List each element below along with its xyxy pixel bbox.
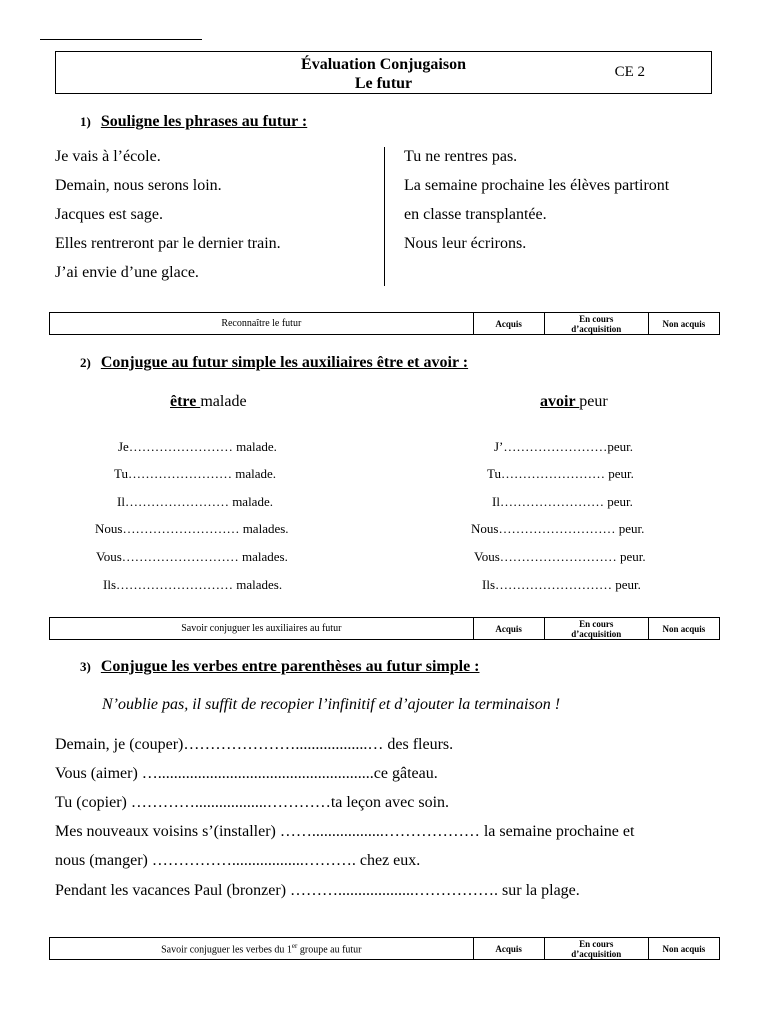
avoir-heading — [540, 393, 608, 411]
section2-number: 2) — [80, 355, 91, 370]
avoir-complement: peur — [579, 393, 608, 410]
grade-label: CE 2 — [614, 64, 645, 80]
section1-heading — [80, 113, 307, 131]
eval-en-cours[interactable] — [544, 313, 648, 335]
etre-line-3[interactable]: Il…………………… malade. — [117, 494, 273, 509]
page-subtitle: Le futur — [354, 75, 413, 92]
eval-non-acquis[interactable]: Non acquis — [648, 313, 719, 335]
section1-title: Souligne les phrases au futur : — [100, 113, 308, 130]
exercise-line-4[interactable]: Mes nouveaux voisins s’(installer) ……..................……………… la semaine prochaine et — [55, 823, 635, 840]
avoir-line-1[interactable]: J’……………………peur. — [494, 439, 634, 454]
section2-title: Conjugue au futur simple les auxiliaires être et avoir : — [100, 354, 469, 371]
sentence-right-3: en classe transplantée. — [404, 206, 547, 223]
exercise-line-6[interactable]: Pendant les vacances Paul (bronzer) ………...................……………. sur la plage. — [55, 882, 580, 899]
section3-heading — [80, 658, 480, 676]
eval-table-3 — [49, 937, 720, 960]
sentence-right-4: Nous leur écrirons. — [404, 235, 527, 252]
etre-complement: malade — [200, 393, 247, 410]
avoir-line-2[interactable]: Tu…………………… peur. — [487, 466, 634, 481]
eval-skill-text-end: groupe au futur — [297, 944, 362, 956]
sentence-left-5: J’ai envie d’une glace. — [55, 264, 199, 281]
etre-verb: être — [170, 393, 201, 410]
etre-heading — [170, 393, 247, 411]
eval-en-cours[interactable] — [544, 938, 648, 960]
section2-heading — [80, 354, 468, 372]
eval-en-cours-line1: En cours — [579, 313, 614, 324]
sentence-right-1: Tu ne rentres pas. — [404, 148, 518, 165]
avoir-line-6[interactable]: Ils……………………… peur. — [482, 577, 641, 592]
avoir-line-4[interactable]: Nous……………………… peur. — [471, 521, 645, 536]
eval-non-acquis[interactable]: Non acquis — [648, 938, 719, 960]
etre-line-6[interactable]: Ils……………………… malades. — [103, 577, 283, 592]
eval-table-2 — [49, 617, 720, 640]
eval-en-cours-line2: d’acquisition — [571, 323, 622, 334]
avoir-line-5[interactable]: Vous……………………… peur. — [474, 549, 646, 564]
top-rule — [40, 39, 202, 40]
avoir-line-3[interactable]: Il…………………… peur. — [492, 494, 633, 509]
etre-line-1[interactable]: Je…………………… malade. — [118, 439, 277, 454]
etre-line-4[interactable]: Nous……………………… malades. — [95, 521, 289, 536]
eval-skill-sup: er — [291, 942, 298, 951]
avoir-verb: avoir — [540, 393, 580, 410]
eval-en-cours-line2: d’acquisition — [571, 948, 622, 959]
eval-skill: Reconnaître le futur — [50, 313, 474, 335]
exercise-line-3[interactable]: Tu (copier) …………..................…………ta leçon avec soin. — [55, 794, 450, 811]
instruction-note: N’oublie pas, il suffit de recopier l’infinitif et d’ajouter la terminaison ! — [102, 696, 561, 713]
eval-en-cours-line1: En cours — [579, 938, 614, 949]
eval-en-cours-line1: En cours — [579, 618, 614, 629]
column-divider — [384, 147, 385, 286]
sentence-right-2: La semaine prochaine les élèves partiront — [404, 177, 670, 194]
eval-en-cours-line2: d’acquisition — [571, 628, 622, 639]
sentence-left-1: Je vais à l’école. — [55, 148, 161, 165]
eval-table-1 — [49, 312, 720, 335]
eval-en-cours[interactable] — [544, 618, 648, 640]
eval-skill: Savoir conjuguer les auxiliaires au futur — [50, 618, 474, 640]
eval-skill — [50, 938, 474, 960]
exercise-line-1[interactable]: Demain, je (couper)…………………..................… des fleurs. — [55, 736, 454, 753]
eval-acquis[interactable]: Acquis — [473, 313, 544, 335]
eval-non-acquis[interactable]: Non acquis — [648, 618, 719, 640]
eval-acquis[interactable]: Acquis — [473, 618, 544, 640]
header-box — [55, 51, 712, 94]
exercise-line-2[interactable]: Vous (aimer) …......................................................ce gâteau. — [55, 765, 438, 782]
page-title: Évaluation Conjugaison — [301, 56, 466, 73]
exercise-line-5[interactable]: nous (manger) ……………..................………. chez eux. — [55, 852, 421, 869]
section1-number: 1) — [80, 114, 91, 129]
sentence-left-4: Elles rentreront par le dernier train. — [55, 235, 281, 252]
eval-acquis[interactable]: Acquis — [473, 938, 544, 960]
etre-line-5[interactable]: Vous……………………… malades. — [96, 549, 288, 564]
section3-title: Conjugue les verbes entre parenthèses au futur simple : — [100, 658, 480, 675]
sentence-left-3: Jacques est sage. — [55, 206, 163, 223]
sentence-left-2: Demain, nous serons loin. — [55, 177, 222, 194]
section3-number: 3) — [80, 659, 91, 674]
etre-line-2[interactable]: Tu…………………… malade. — [114, 466, 277, 481]
eval-skill-text: Savoir conjuguer les verbes du 1 — [161, 944, 292, 956]
